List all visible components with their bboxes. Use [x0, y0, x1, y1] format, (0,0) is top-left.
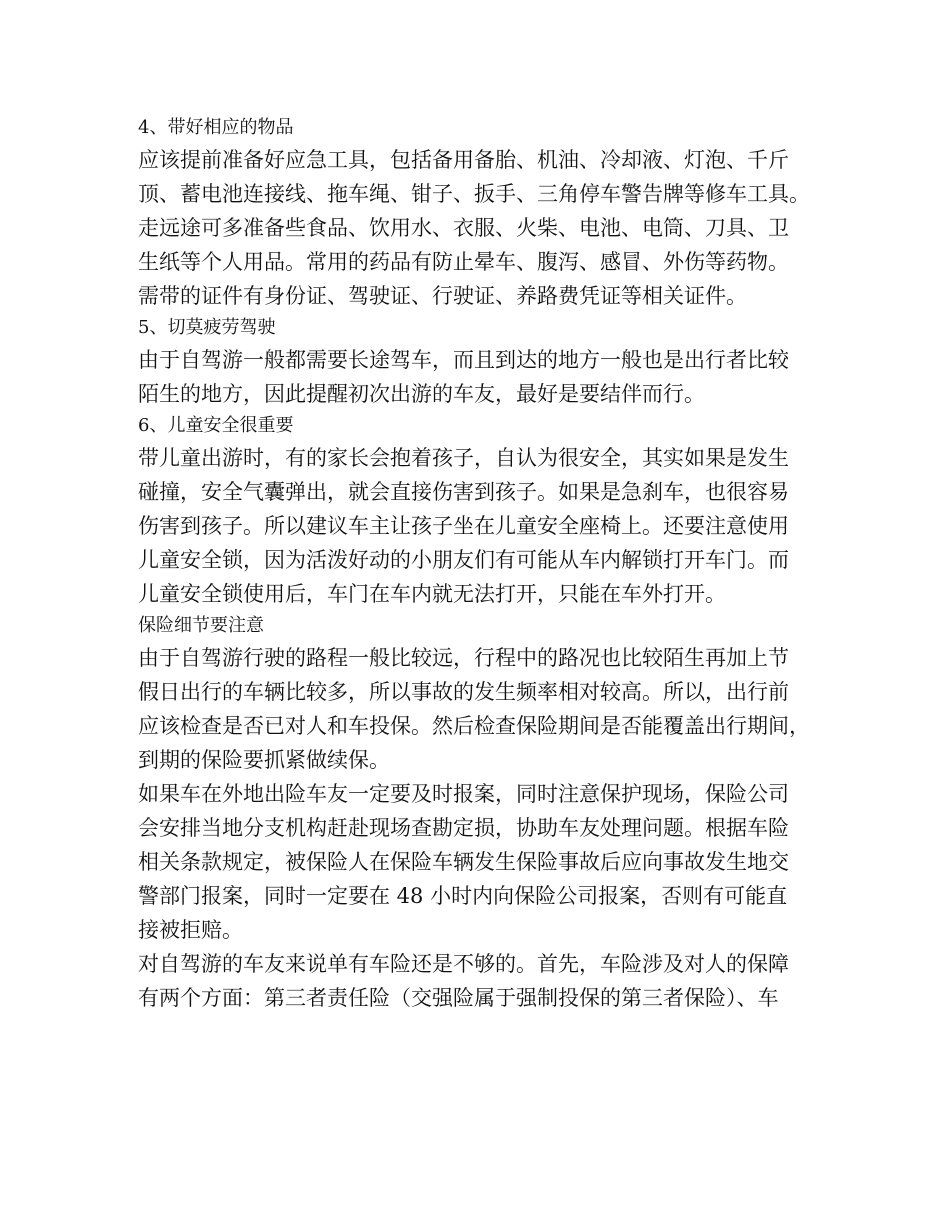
text-line: 如果车在外地出险车友一定要及时报案，同时注意保护现场，保险公司 [138, 782, 789, 806]
text-line: 有两个方面：第三者责任险（交强险属于强制投保的第三者保险）、车 [138, 986, 779, 1010]
text-line: 带儿童出游时，有的家长会抱着孩子，自认为很安全，其实如果是发生 [138, 446, 789, 470]
text-line: 顶、蓄电池连接线、拖车绳、钳子、扳手、三角停车警告牌等修车工具。 [138, 182, 810, 206]
section-heading: 5、切莫疲劳驾驶 [138, 317, 276, 338]
section-heading: 保险细节要注意 [138, 615, 264, 636]
paragraph [138, 441, 818, 611]
section-heading: 6、儿童安全很重要 [138, 415, 294, 436]
text-line: 对自驾游的车友来说单有车险还是不够的。首先，车险涉及对人的保障 [138, 952, 789, 976]
text-line: 接被拒赔。 [138, 918, 243, 942]
text-line: 需带的证件有身份证、驾驶证、行驶证、养路费凭证等相关证件。 [138, 284, 747, 308]
paragraph [138, 777, 818, 947]
text-line: 碰撞，安全气囊弹出，就会直接伤害到孩子。如果是急刹车，也很容易 [138, 480, 789, 504]
section-heading: 4、带好相应的物品 [138, 117, 294, 138]
text-line: 相关条款规定，被保险人在保险车辆发生保险事故后应向事故发生地交 [138, 850, 789, 874]
text-line: 应该提前准备好应急工具，包括备用备胎、机油、冷却液、灯泡、千斤 [138, 148, 789, 172]
paragraph [138, 343, 818, 411]
text-line: 由于自驾游一般都需要长途驾车，而且到达的地方一般也是出行者比较 [138, 348, 789, 372]
text-line: 走远途可多准备些食品、饮用水、衣服、火柴、电池、电筒、刀具、卫 [138, 216, 789, 240]
document-page [138, 113, 818, 1015]
text-line: 陌生的地方，因此提醒初次出游的车友，最好是要结伴而行。 [138, 382, 705, 406]
text-line: 儿童安全锁，因为活泼好动的小朋友们有可能从车内解锁打开车门。而 [138, 548, 789, 572]
text-line: 会安排当地分支机构赶赴现场查勘定损，协助车友处理问题。根据车险 [138, 816, 789, 840]
paragraph [138, 947, 818, 1015]
text-line: 生纸等个人用品。常用的药品有防止晕车、腹泻、感冒、外伤等药物。 [138, 250, 789, 274]
text-line: 儿童安全锁使用后，车门在车内就无法打开，只能在车外打开。 [138, 582, 726, 606]
text-line: 应该检查是否已对人和车投保。然后检查保险期间是否能覆盖出行期间， [138, 714, 810, 738]
text-line: 警部门报案，同时一定要在 48 小时内向保险公司报案，否则有可能直 [138, 884, 788, 908]
paragraph [138, 143, 818, 313]
text-line: 假日出行的车辆比较多，所以事故的发生频率相对较高。所以，出行前 [138, 680, 789, 704]
text-line: 到期的保险要抓紧做续保。 [138, 748, 390, 772]
paragraph [138, 641, 818, 777]
text-line: 由于自驾游行驶的路程一般比较远，行程中的路况也比较陌生再加上节 [138, 646, 789, 670]
text-line: 伤害到孩子。所以建议车主让孩子坐在儿童安全座椅上。还要注意使用 [138, 514, 789, 538]
